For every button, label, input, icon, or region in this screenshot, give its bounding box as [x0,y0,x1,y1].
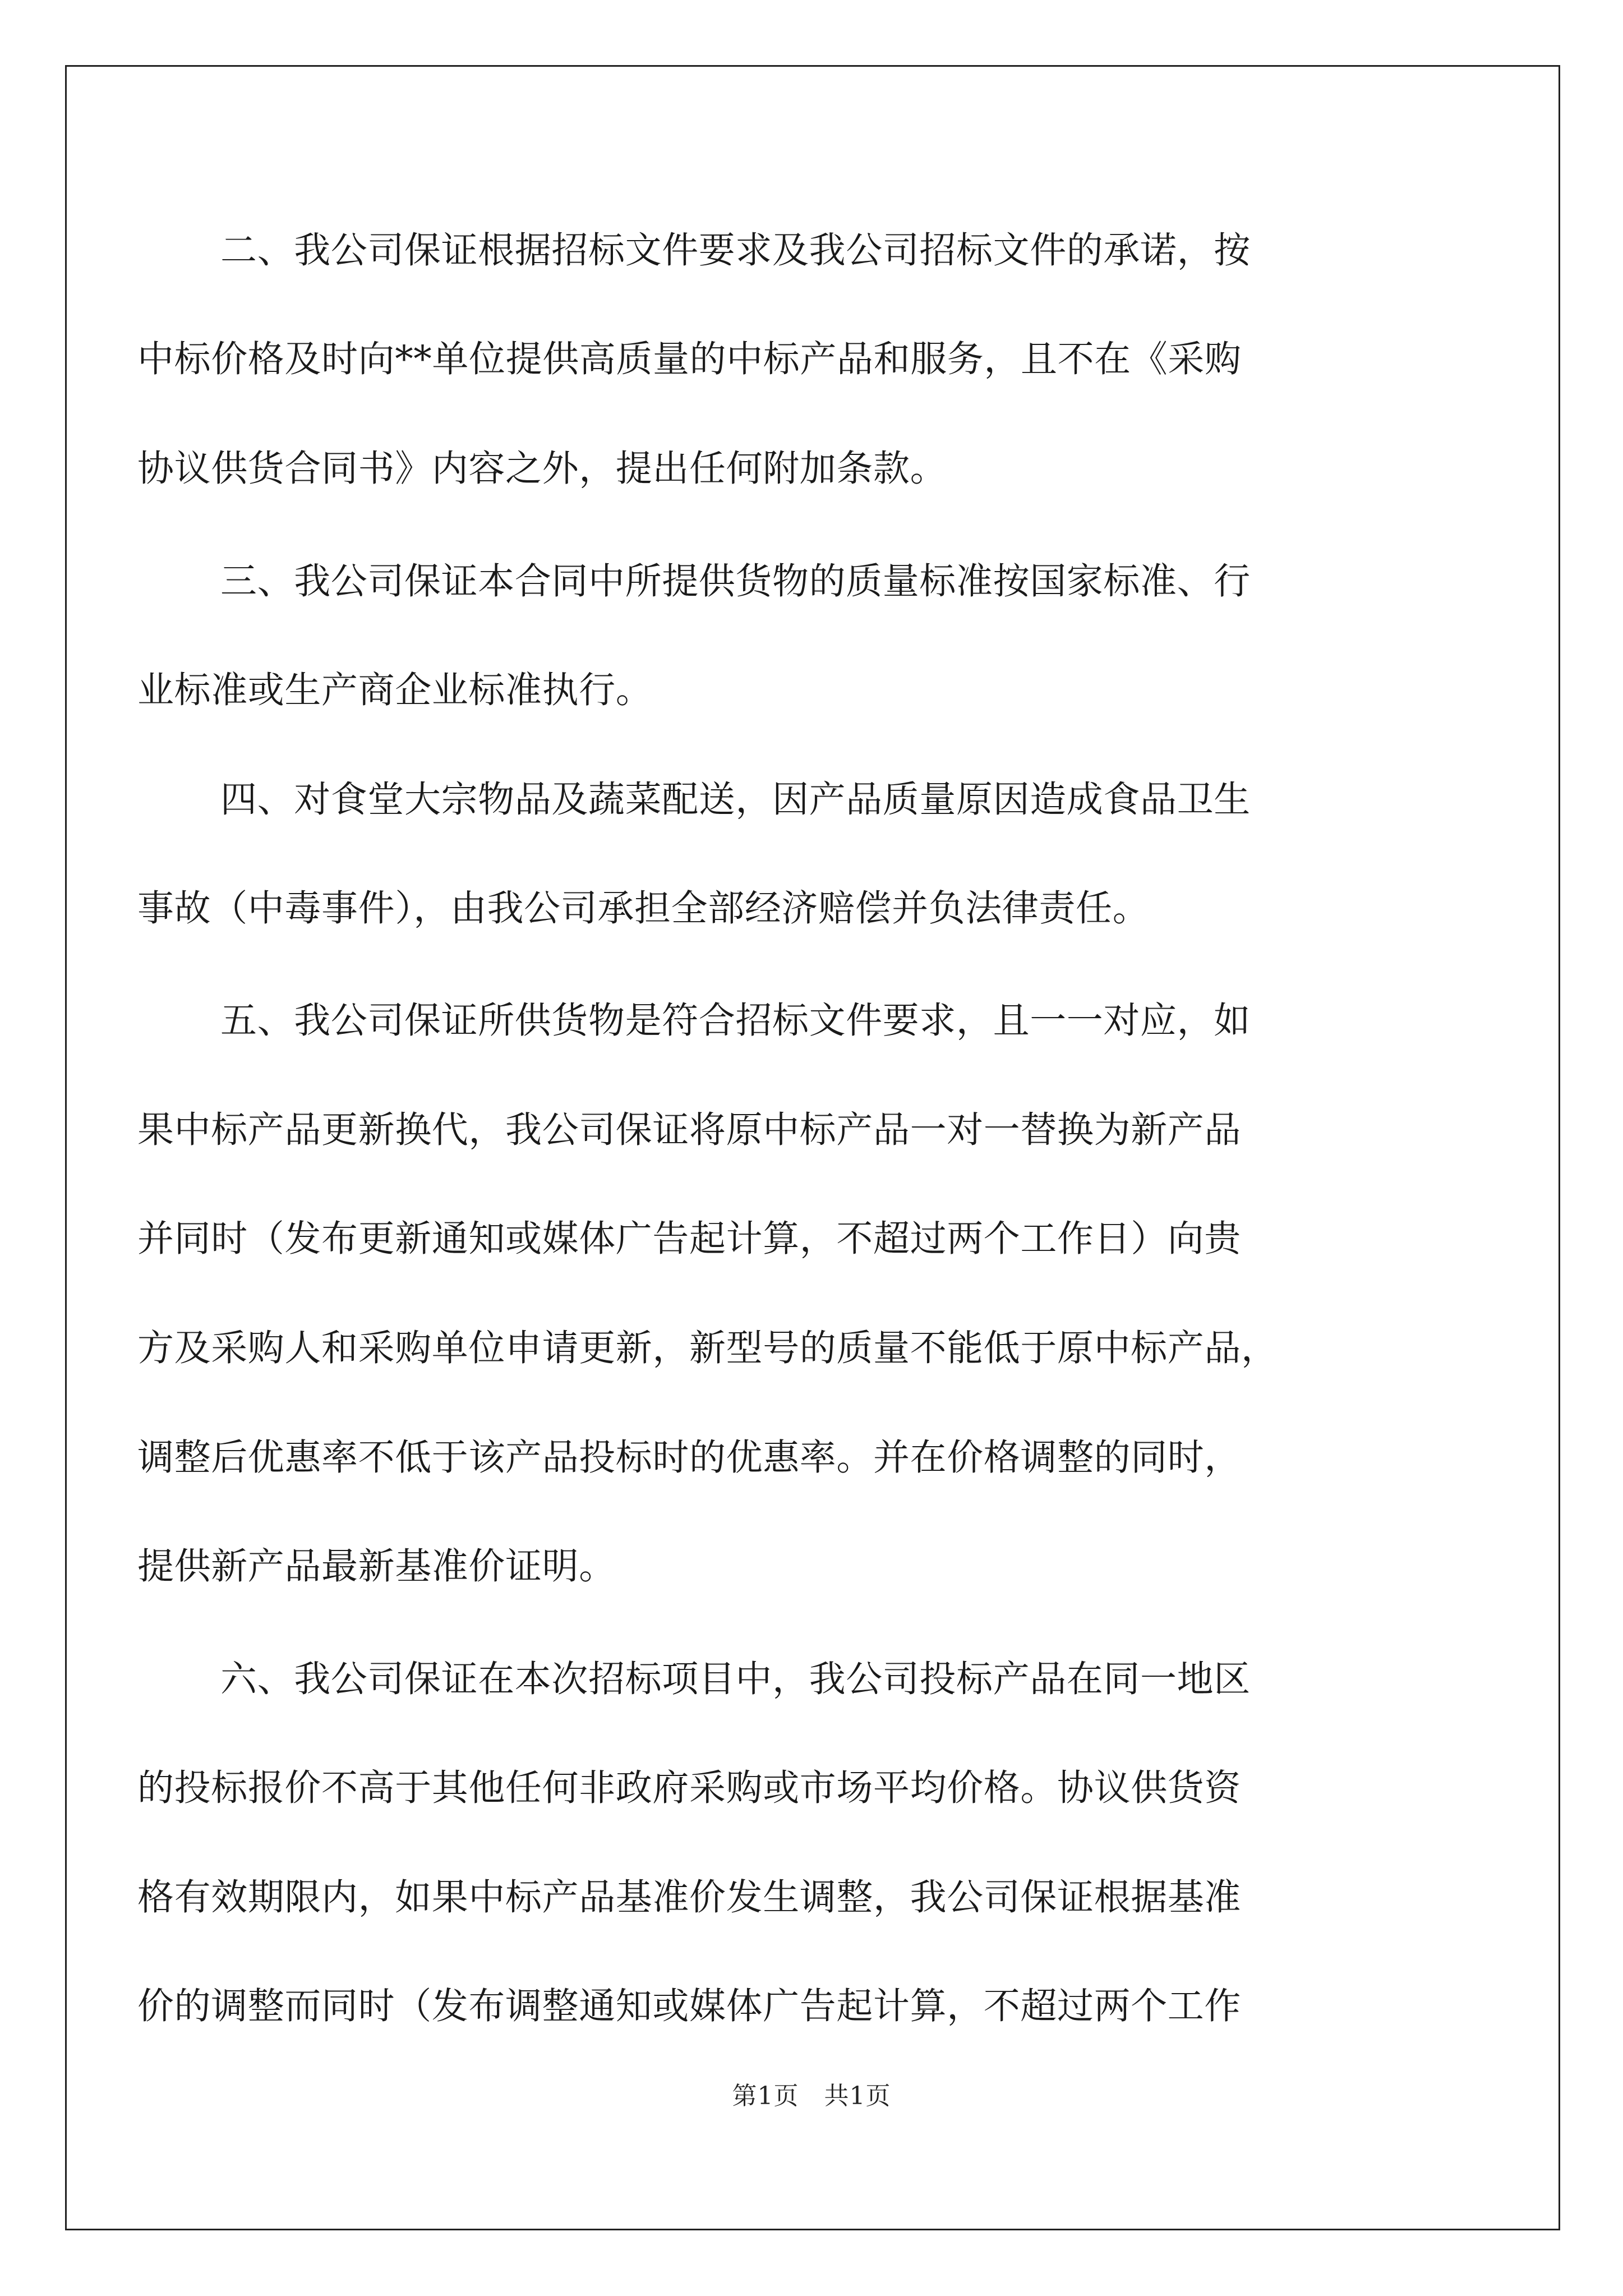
paragraph-5-line-3: 并同时（发布更新通知或媒体广告起计算，不超过两个工作日）向贵 [137,1218,1242,1260]
paragraph-5-line-5: 调整后优惠率不低于该产品投标时的优惠率。并在价格调整的同时， [137,1437,1242,1479]
paragraph-6-line-1: 六、我公司保证在本次招标项目中，我公司投标产品在同一地区 [220,1658,1251,1700]
paragraph-5-line-1: 五、我公司保证所供货物是符合招标文件要求，且一一对应，如 [220,1000,1251,1042]
paragraph-4-line-2: 事故（中毒事件），由我公司承担全部经济赔偿并负法律责任。 [137,887,1150,930]
paragraph-2-line-3: 协议供货合同书》内容之外，提出任何附加条款。 [137,448,947,490]
paragraph-2-line-1: 二、我公司保证根据招标文件要求及我公司招标文件的承诺，按 [220,229,1251,272]
paragraph-6-line-4: 价的调整而同时（发布调整通知或媒体广告起计算，不超过两个工作 [137,1985,1242,2027]
page-number-footer: 第1页 共1页 [732,2082,891,2110]
paragraph-2-line-2: 中标价格及时向**单位提供高质量的中标产品和服务，且不在《采购 [137,338,1242,380]
paragraph-5-line-2: 果中标产品更新换代，我公司保证将原中标产品一对一替换为新产品 [137,1109,1242,1151]
paragraph-5-line-6: 提供新产品最新基准价证明。 [137,1545,616,1588]
paragraph-6-line-2: 的投标报价不高于其他任何非政府采购或市场平均价格。协议供货资 [137,1767,1242,1809]
paragraph-3-line-1: 三、我公司保证本合同中所提供货物的质量标准按国家标准、行 [220,560,1251,602]
paragraph-4-line-1: 四、对食堂大宗物品及蔬菜配送，因产品质量原因造成食品卫生 [220,779,1251,821]
paragraph-6-line-3: 格有效期限内，如果中标产品基准价发生调整，我公司保证根据基准 [137,1876,1242,1918]
paragraph-3-line-2: 业标准或生产商企业标准执行。 [137,669,653,711]
paragraph-5-line-4: 方及采购人和采购单位申请更新，新型号的质量不能低于原中标产品， [137,1327,1278,1369]
